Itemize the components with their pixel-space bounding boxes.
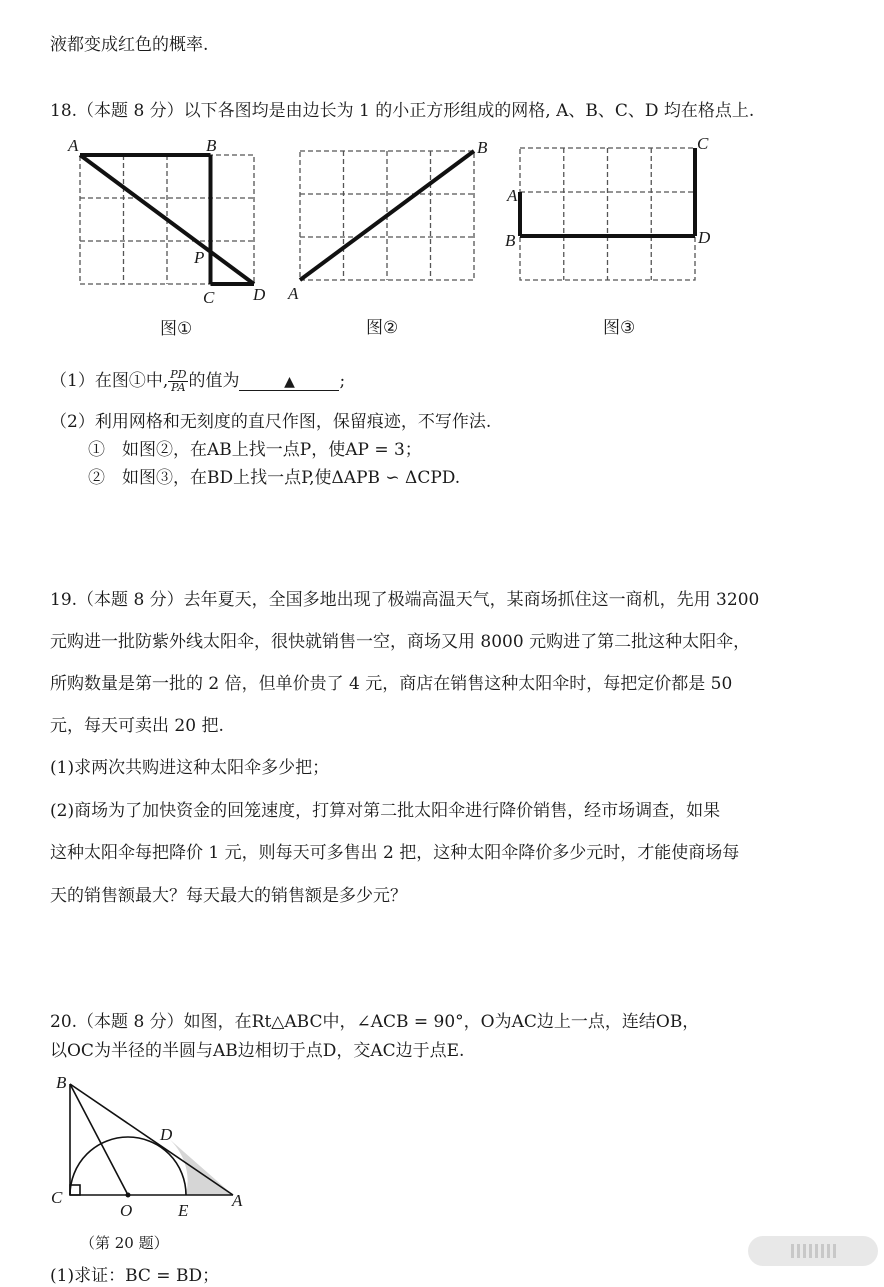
fraction-numerator: PD <box>170 368 187 381</box>
q20-figure-caption: （第 20 题） <box>80 1234 169 1252</box>
fig1-label-c: C <box>203 288 215 307</box>
fig2-caption: 图② <box>366 318 399 338</box>
q19-line-3: 所购数量是第一批的 2 倍，但单价贵了 4 元，商店在销售这种太阳伞时，每把定价都是 50 <box>50 674 733 694</box>
q20-label-o: O <box>120 1201 133 1220</box>
q18-part1-prefix: （1）在图①中, <box>50 371 169 391</box>
fig1-label-a: A <box>68 136 79 155</box>
q19-part2-line-2: 这种太阳伞每把降价 1 元，则每天可多售出 2 把，这种太阳伞降价多少元时，才能使商场每 <box>50 843 740 863</box>
watermark-bar-icon <box>821 1244 824 1258</box>
q18-header: 18.（本题 8 分）以下各图均是由边长为 1 的小正方形组成的网格, A、B、C、D 均在格点上. <box>50 101 755 121</box>
q19-line-2: 元购进一批防紫外线太阳伞，很快就销售一空，商场又用 8000 元购进了第二批这种太阳伞， <box>50 632 751 652</box>
fig3-label-b: B <box>505 231 516 250</box>
watermark-bar-icon <box>827 1244 830 1258</box>
q20-label-c: C <box>51 1188 63 1207</box>
q20-part1: (1)求证：BC = BD； <box>50 1266 220 1286</box>
fig3-caption: 图③ <box>603 318 636 338</box>
q19-part1: (1)求两次共购进这种太阳伞多少把； <box>50 758 330 778</box>
q20-label-d: D <box>160 1125 173 1144</box>
fraction-denominator: PA <box>171 381 186 394</box>
q18-part1-end: ; <box>339 371 346 391</box>
fig1-label-b: B <box>206 136 217 155</box>
q19-line-1: 19.（本题 8 分）去年夏天，全国多地出现了极端高温天气，某商场抓住这一商机，先用 3200 <box>50 590 760 610</box>
watermark-bar-icon <box>791 1244 794 1258</box>
q19-part2-line-1: (2)商场为了加快资金的回笼速度，打算对第二批太阳伞进行降价销售，经市场调查，如果 <box>50 801 721 821</box>
q20-line-1: 20.（本题 8 分）如图，在Rt△ABC中，∠ACB = 90°，O为AC边上一点，连结OB， <box>50 1012 700 1032</box>
fig1-label-d: D <box>253 285 266 304</box>
q20-label-a: A <box>232 1191 243 1210</box>
watermark-bar-icon <box>815 1244 818 1258</box>
answer-triangle-marker: ▲ <box>284 374 295 390</box>
q18-part2-intro: （2）利用网格和无刻度的直尺作图，保留痕迹，不写作法. <box>50 412 492 432</box>
fig3-label-d: D <box>698 228 711 247</box>
watermark-badge <box>748 1236 878 1266</box>
watermark-bar-icon <box>809 1244 812 1258</box>
q18-part2-sub1: ① 如图②，在AB上找一点P，使AP = 3； <box>88 440 422 460</box>
q20-label-b: B <box>56 1073 67 1092</box>
fig2-label-b: B <box>477 138 488 157</box>
fig1-label-p: P <box>194 248 205 267</box>
watermark-bar-icon <box>803 1244 806 1258</box>
fig3-label-c: C <box>697 134 709 153</box>
fig1-caption: 图① <box>160 319 193 339</box>
q20-line-2: 以OC为半径的半圆与AB边相切于点D，交AC边于点E. <box>50 1041 465 1061</box>
fig2-label-a: A <box>288 284 299 303</box>
q18-part1-suffix: 的值为 <box>188 371 240 391</box>
q20-label-e: E <box>178 1201 189 1220</box>
q18-part2-sub2: ② 如图③，在BD上找一点P,使ΔAPB ∽ ΔCPD. <box>88 468 461 488</box>
watermark-bar-icon <box>833 1244 836 1258</box>
fig3-label-a: A <box>507 186 518 205</box>
watermark-bar-icon <box>797 1244 800 1258</box>
q19-line-4: 元，每天可卖出 20 把. <box>50 716 224 736</box>
q19-part2-line-3: 天的销售额最大？每天最大的销售额是多少元？ <box>50 886 407 906</box>
top-line: 液都变成红色的概率. <box>50 35 209 55</box>
